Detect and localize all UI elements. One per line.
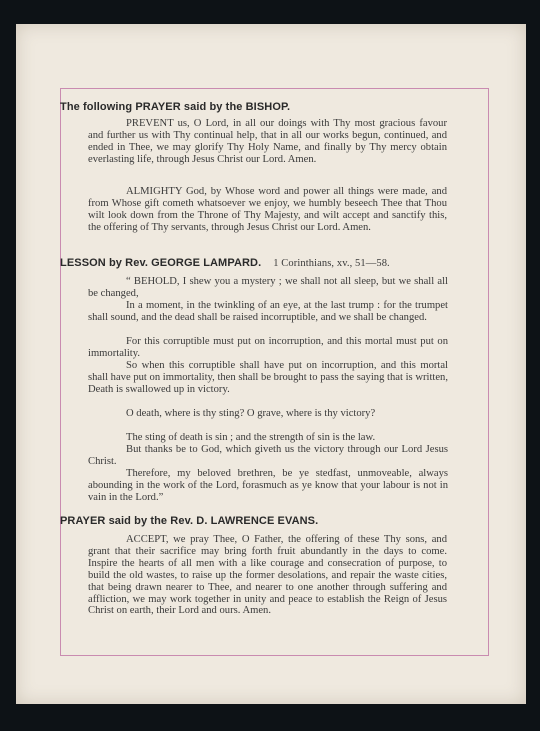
lesson-heading-title: LESSON by Rev. GEORGE LAMPARD.: [60, 257, 262, 269]
bishop-prayer-paragraph-2: ALMIGHTY God, by Whose word and power all things were made, and from Whose gift cometh whatsoever we enjoy, we humbly beseech Thee that Thou wilt look down from the Throne of Thy Majesty, and wilt accept and sanctify this, the offering of Thy servants, through Jesus Christ our Lord. Amen.: [88, 186, 447, 233]
lesson-verse-51: “ BEHOLD, I shew you a mystery ; we shall not all sleep, but we shall all be changed,: [88, 276, 448, 299]
lesson-verse-52: In a moment, in the twinkling of an eye, at the last trump : for the trumpet shall sound, and the dead shall be raised incorruptible, and we shall be changed.: [88, 300, 448, 323]
lesson-verse-57: But thanks be to God, which giveth us the victory through our Lord Jesus Christ.: [88, 444, 448, 467]
lesson-verse-58: Therefore, my beloved brethren, be ye stedfast, unmoveable, always abounding in the work of the Lord, forasmuch as ye know that your labour is not in vain in the Lord.”: [88, 468, 448, 503]
lesson-heading: [60, 257, 390, 269]
lesson-verse-53: For this corruptible must put on incorruption, and this mortal must put on immortality.: [88, 336, 448, 359]
evans-prayer-heading: PRAYER said by the Rev. D. LAWRENCE EVANS.: [60, 515, 319, 527]
lesson-verse-55: O death, where is thy sting? O grave, where is thy victory?: [126, 408, 376, 419]
lesson-verse-56: The sting of death is sin ; and the strength of sin is the law.: [126, 432, 376, 443]
lesson-reference: 1 Corinthians, xv., 51—58.: [273, 258, 390, 269]
evans-prayer-paragraph: ACCEPT, we pray Thee, O Father, the offering of these Thy sons, and grant that their sacrifice may bring forth fruit abundantly in the days to come. Inspire the hearts of all men with a like courage and consecration of purpose, to build the old wastes, to raise up the former desolations, and repair the waste cities, that being drawn nearer to Thee, and nearer to one another through suffering and affliction, we may work together in unity and peace to establish the Reign of Jesus Christ on earth, their Lord and ours. Amen.: [88, 534, 447, 617]
lesson-verse-54: So when this corruptible shall have put on incorruption, and this mortal shall have put on immortality, then shall be brought to pass the saying that is written, Death is swallowed up in victory.: [88, 360, 448, 395]
bishop-prayer-heading: The following PRAYER said by the BISHOP.: [60, 101, 291, 113]
bishop-prayer-paragraph-1: PREVENT us, O Lord, in all our doings with Thy most gracious favour and further us with Thy continual help, that in all our works begun, continued, and ended in Thee, we may glorify Thy Holy Name, and finally by Thy mercy obtain everlasting life, through Jesus Christ our Lord. Amen.: [88, 118, 447, 165]
